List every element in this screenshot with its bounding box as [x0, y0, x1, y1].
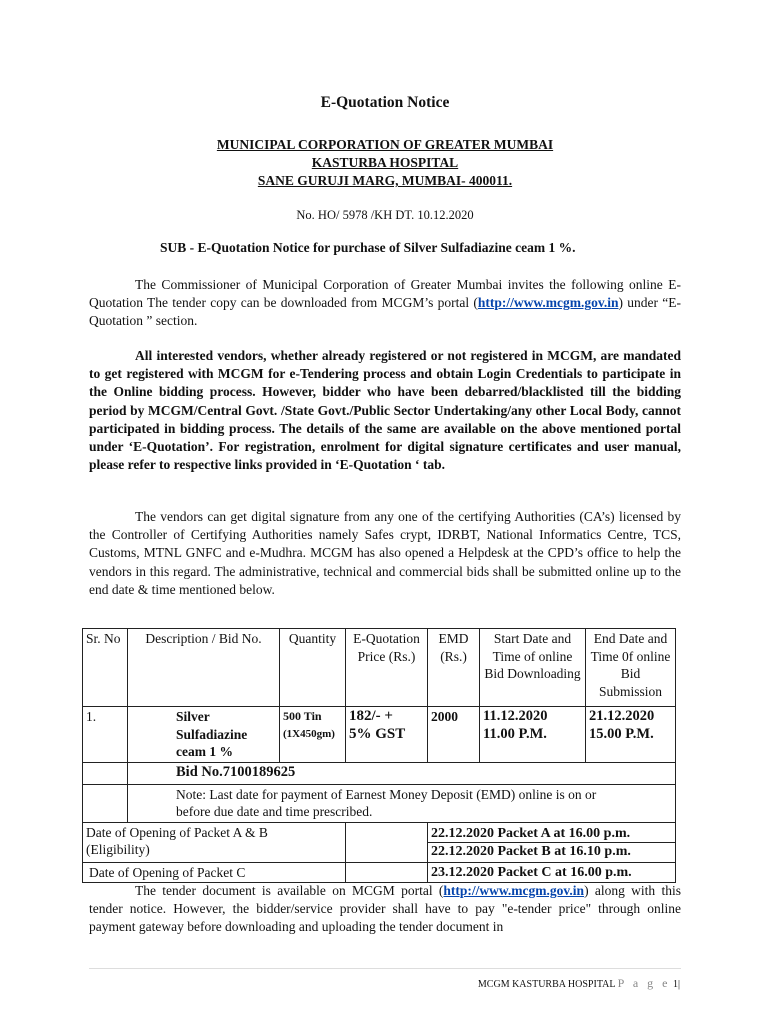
table-row — [83, 707, 676, 763]
row-quantity: 500 Tin (1X450gm) — [280, 707, 346, 763]
opening-row-c — [83, 862, 676, 883]
vendor-registration-paragraph: All interested vendors, whether already registered or not registered in MCGM, are mandated to get registered with MCGM for e-Tendering process and obtain Login Credentials to participate in the Online bidding process. However, bidder who have been debarred/blacklisted till the bidding period by MCGM/Central Govt. /State Govt./Public Sector Undertaking/any other Local Body, cannot participated in bidding process. The details of the same are available on the above mentioned portal under ‘E-Quotation’. For registration, enrolment for digital signature certificates and user manual, please refer to respective links provided in ‘E-Quotation ‘ tab. — [89, 348, 681, 473]
header-start-date: Start Date and Time of online Bid Downloading — [480, 629, 586, 707]
notice-title: E-Quotation Notice — [320, 94, 450, 111]
subject-line: SUB - E-Quotation Notice for purchase of Silver Sulfadiazine ceam 1 %. — [160, 240, 576, 255]
hospital-name: KASTURBA HOSPITAL — [311, 155, 459, 170]
header-description: Description / Bid No. — [128, 629, 280, 707]
footer-page-number: 1| — [672, 979, 680, 990]
opening-c-label: Date of Opening of Packet C — [83, 862, 346, 883]
header-emd: EMD (Rs.) — [428, 629, 480, 707]
row-price: 182/- + 5% GST — [346, 707, 428, 763]
opening-ab-value: 22.12.2020 Packet A at 16.00 p.m. 22.12.2020 Packet B at 16.10 p.m. — [428, 822, 676, 862]
bid-number: Bid No.7100189625 — [128, 762, 676, 784]
intro-paragraph: The Commissioner of Municipal Corporation of Greater Mumbai invites the following online E-Quotation The tender copy can be downloaded from MCGM’s portal (http://www.mcgm.gov.in) under “E-Quotation ” section. — [89, 277, 682, 329]
reference-number: No. HO/ 5978 /KH DT. 10.12.2020 — [296, 208, 474, 222]
tender-document-paragraph: The tender document is available on MCGM portal (http://www.mcgm.gov.in) along with this tender notice. However, the bidder/service provider shall have to pay "e-tender price" through online payment gateway before downloading and uploading the tender document in — [89, 883, 681, 935]
table-header-row — [83, 629, 676, 707]
header-sr-no: Sr. No — [83, 629, 128, 707]
opening-ab-label: Date of Opening of Packet A & B (Eligibility) — [83, 822, 346, 862]
header-price: E-Quotation Price (Rs.) — [346, 629, 428, 707]
emd-note: Note: Last date for payment of Earnest Money Deposit (EMD) online is on or before due date and time prescribed. — [128, 784, 676, 822]
digital-signature-paragraph: The vendors can get digital signature from any one of the certifying Authorities (CA’s) licensed by the Controller of Certifying Authorities namely Safes crypt, IDRBT, National Informatics Centre, TCS, Customs, MTNL GNFC and e-Mudhra. MCGM has also opened a Helpdesk at the CPD’s office to help the vendors in this regard. The administrative, technical and commercial bids shall be submitted online up to the end date & time mentioned below. — [89, 509, 681, 597]
row-sr-no: 1. — [83, 707, 128, 763]
row-end: 21.12.2020 15.00 P.M. — [586, 707, 676, 763]
page-footer — [478, 976, 680, 991]
row-emd: 2000 — [428, 707, 480, 763]
org-name: MUNICIPAL CORPORATION OF GREATER MUMBAI — [216, 137, 554, 152]
header-end-date: End Date and Time 0f online Bid Submission — [586, 629, 676, 707]
bid-table — [82, 628, 676, 883]
footer-divider — [89, 968, 681, 969]
header-quantity: Quantity — [280, 629, 346, 707]
mcgm-portal-link-2[interactable]: http://www.mcgm.gov.in — [443, 883, 585, 898]
mcgm-portal-link[interactable]: http://www.mcgm.gov.in — [477, 295, 619, 311]
bid-no-spacer — [83, 762, 128, 784]
opening-row-ab — [83, 822, 676, 862]
row-start: 11.12.2020 11.00 P.M. — [480, 707, 586, 763]
opening-c-value: 23.12.2020 Packet C at 16.00 p.m. — [428, 862, 676, 883]
row-description: Silver Sulfadiazine ceam 1 % — [128, 707, 280, 763]
hospital-address: SANE GURUJI MARG, MUMBAI- 400011. — [257, 173, 513, 188]
footer-page-word: P a g e — [617, 976, 671, 990]
opening-ab-spacer — [346, 822, 428, 862]
note-spacer — [83, 784, 128, 822]
bid-no-row — [83, 762, 676, 784]
footer-org: MCGM KASTURBA HOSPITAL — [477, 979, 616, 990]
opening-c-spacer — [346, 862, 428, 883]
note-row — [83, 784, 676, 822]
